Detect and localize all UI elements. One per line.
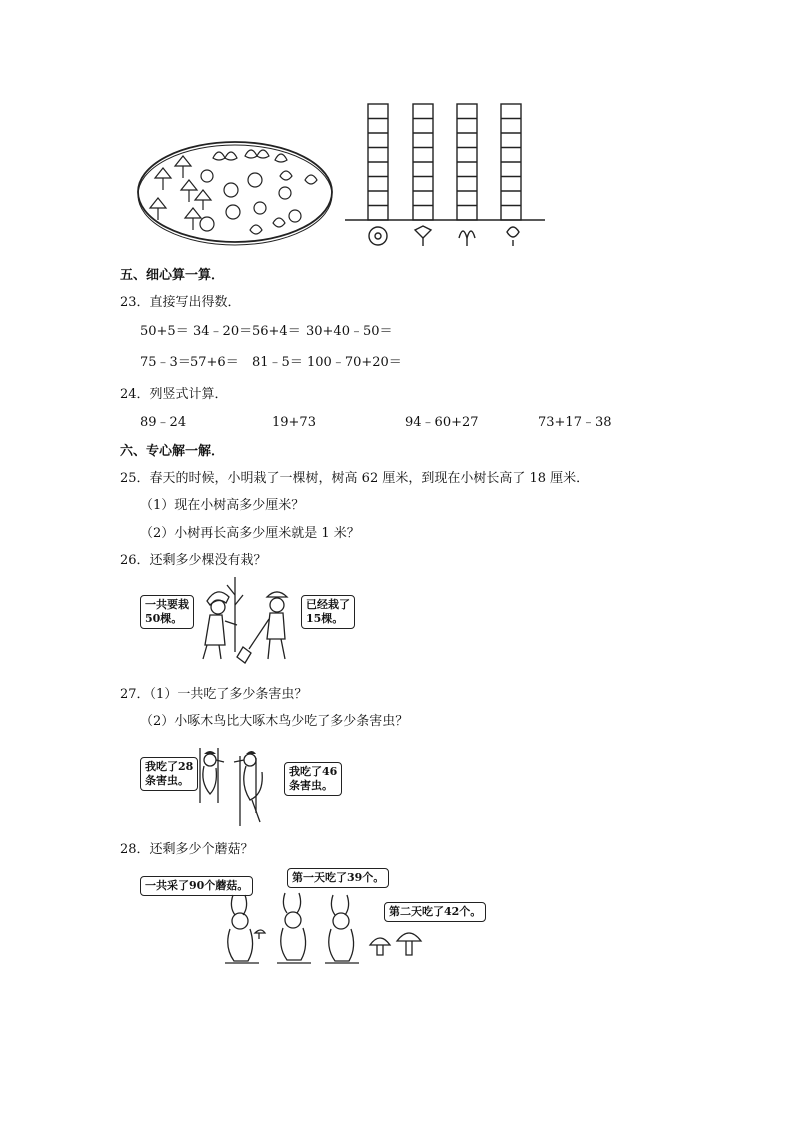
speech-bubble: 第二天吃了42个。 bbox=[384, 902, 486, 922]
bar-grid-illustration bbox=[343, 100, 548, 250]
speech-bubble: 一共采了90个蘑菇。 bbox=[140, 876, 253, 896]
grid-column-4 bbox=[501, 104, 521, 220]
q23-item: 56+4＝ bbox=[252, 324, 301, 339]
section-six-title: 六、专心解一解． bbox=[120, 444, 225, 459]
q23-item: 50+5＝ bbox=[140, 324, 189, 339]
bubble-text: 15棵。 bbox=[306, 612, 344, 625]
bubble-text: 条害虫。 bbox=[145, 774, 189, 787]
q24-item: 89﹣24 bbox=[140, 415, 187, 430]
q24-item: 73+17﹣38 bbox=[538, 415, 612, 430]
q23-item: 100﹣70+20＝ bbox=[307, 355, 402, 370]
q25-sub1: （1）现在小树高多少厘米？ bbox=[140, 498, 305, 513]
q23-item: 34﹣20＝ bbox=[193, 324, 253, 339]
q23-item: 75﹣3＝ bbox=[140, 355, 191, 370]
children-planting-tree-illustration bbox=[195, 575, 305, 667]
bubble-text: 50棵。 bbox=[145, 612, 183, 625]
section-five-title: 五、细心算一算． bbox=[120, 268, 225, 283]
bubble-text: 一共要栽 bbox=[145, 598, 189, 611]
bubble-text: 条害虫。 bbox=[289, 779, 333, 792]
question-24-label: 24．列竖式计算． bbox=[120, 387, 228, 402]
bubble-text: 我吃了46 bbox=[289, 765, 338, 778]
question-23-label: 23．直接写出得数． bbox=[120, 295, 241, 310]
speech-bubble bbox=[284, 762, 342, 796]
q24-item: 19+73 bbox=[272, 415, 316, 430]
q23-item: 30+40﹣50＝ bbox=[306, 324, 393, 339]
q24-item: 94﹣60+27 bbox=[405, 415, 479, 430]
q23-item: 57+6＝ bbox=[190, 355, 239, 370]
grid-column-3 bbox=[457, 104, 477, 220]
grid-column-2 bbox=[413, 104, 433, 220]
grid-column-1 bbox=[368, 104, 388, 220]
woodpeckers-illustration bbox=[190, 746, 280, 828]
q27-sub2: （2）小啄木鸟比大啄木鸟少吃了多少条害虫？ bbox=[140, 714, 409, 729]
speech-bubble: 第一天吃了39个。 bbox=[287, 868, 389, 888]
speech-bubble bbox=[301, 595, 355, 629]
question-26-label: 26．还剩多少棵没有栽？ bbox=[120, 553, 267, 568]
flower-oval-illustration bbox=[135, 138, 335, 248]
question-27-label: 27．（1）一共吃了多少条害虫？ bbox=[120, 687, 308, 702]
speech-bubble bbox=[140, 595, 194, 629]
bubble-text: 我吃了28 bbox=[145, 760, 194, 773]
question-25-label: 25．春天的时候，小明栽了一棵树，树高 62 厘米，到现在小树长高了 18 厘米． bbox=[120, 471, 590, 486]
q23-item: 81﹣5＝ bbox=[252, 355, 303, 370]
bubble-text: 已经栽了 bbox=[306, 598, 350, 611]
rabbits-mushrooms-illustration bbox=[215, 893, 435, 968]
q25-sub2: （2）小树再长高多少厘米就是 1 米？ bbox=[140, 526, 360, 541]
question-28-label: 28．还剩多少个蘑菇？ bbox=[120, 842, 254, 857]
